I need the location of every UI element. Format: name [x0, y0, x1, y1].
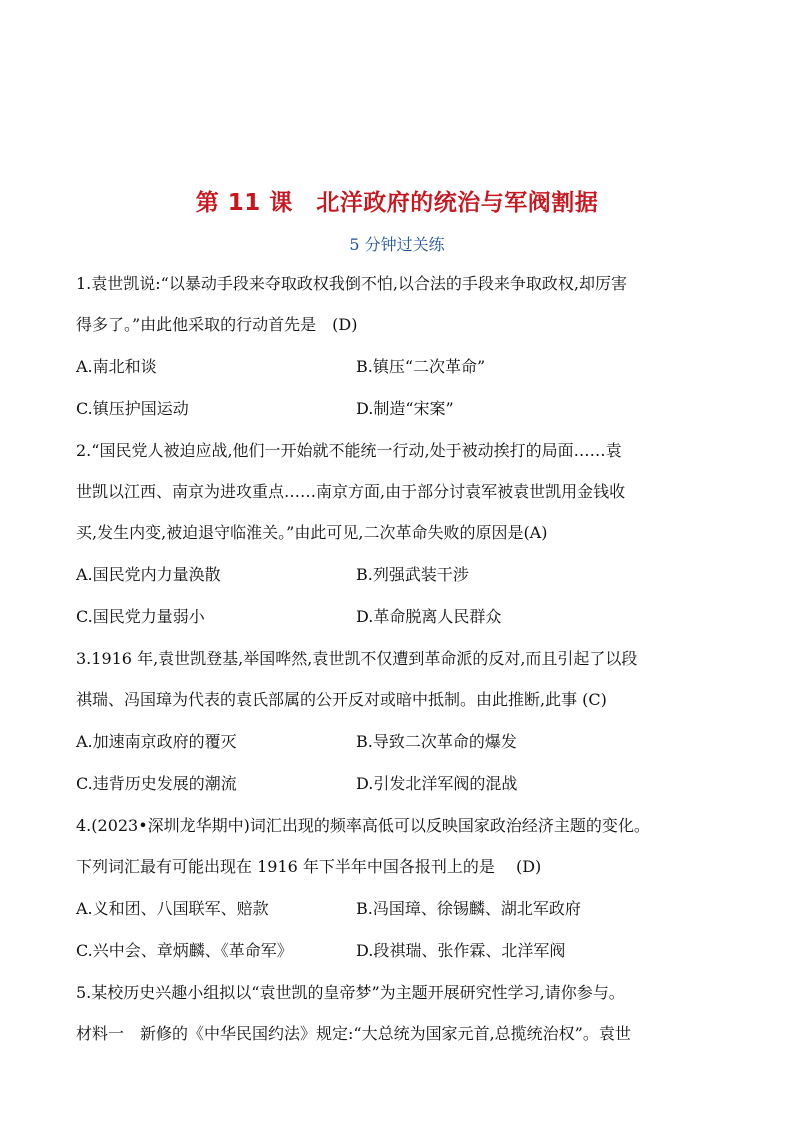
question-3-option-a: A.加速南京政府的覆灭	[76, 732, 237, 751]
question-2-option-a: A.国民党内力量涣散	[76, 565, 221, 584]
question-5-line-2: 材料一 新修的《中华民国约法》规定:“大总统为国家元首,总揽统治权”。袁世	[76, 1024, 631, 1043]
question-4-option-b: B.冯国璋、徐锡麟、湖北军政府	[356, 899, 581, 918]
page-title: 第 11 课 北洋政府的统治与军阀割据	[195, 190, 599, 216]
question-4-option-d: D.段祺瑞、张作霖、北洋军阀	[356, 941, 566, 960]
question-2-option-b: B.列强武装干涉	[356, 565, 469, 584]
question-1-option-a: A.南北和谈	[76, 357, 157, 376]
question-3-option-b: B.导致二次革命的爆发	[356, 732, 517, 751]
question-2-option-c: C.国民党力量弱小	[76, 607, 205, 626]
section-subtitle: 5 分钟过关练	[349, 235, 445, 254]
question-4-line-2: 下列词汇最有可能出现在 1916 年下半年中国各报刊上的是 (D)	[76, 857, 542, 876]
question-3-line-2: 祺瑞、冯国璋为代表的袁氏部属的公开反对或暗中抵制。由此推断,此事 (C)	[76, 690, 607, 709]
question-4-option-a: A.义和团、八国联军、赔款	[76, 899, 269, 918]
question-1-line-1: 1.袁世凯说:“以暴动手段来夺取政权我倒不怕,以合法的手段来争取政权,却厉害	[76, 274, 628, 293]
question-1-option-b: B.镇压“二次革命”	[356, 357, 486, 376]
question-3-line-1: 3.1916 年,袁世凯登基,举国哗然,袁世凯不仅遭到革命派的反对,而且引起了以段	[76, 649, 638, 668]
question-2-line-1: 2.“国民党人被迫应战,他们一开始就不能统一行动,处于被动挨打的局面……袁	[76, 441, 622, 460]
question-2-line-2: 世凯以江西、南京为进攻重点……南京方面,由于部分讨袁军被袁世凯用金钱收	[76, 482, 626, 501]
question-5-line-1: 5.某校历史兴趣小组拟以“袁世凯的皇帝梦”为主题开展研究性学习,请你参与。	[76, 983, 625, 1002]
question-4-option-c: C.兴中会、章炳麟、《革命军》	[76, 941, 293, 960]
question-3-option-c: C.违背历史发展的潮流	[76, 774, 237, 793]
question-1-line-2: 得多了。”由此他采取的行动首先是 (D)	[76, 315, 358, 334]
question-3-option-d: D.引发北洋军阀的混战	[356, 774, 518, 793]
question-4-line-1: 4.(2023•深圳龙华期中)词汇出现的频率高低可以反映国家政治经济主题的变化。	[76, 816, 650, 835]
question-1-option-c: C.镇压护国运动	[76, 399, 189, 418]
question-2-option-d: D.革命脱离人民群众	[356, 607, 502, 626]
question-2-line-3: 买,发生内变,被迫退守临淮关。”由此可见,二次革命失败的原因是(A)	[76, 523, 548, 542]
question-1-option-d: D.制造“宋案”	[356, 399, 454, 418]
